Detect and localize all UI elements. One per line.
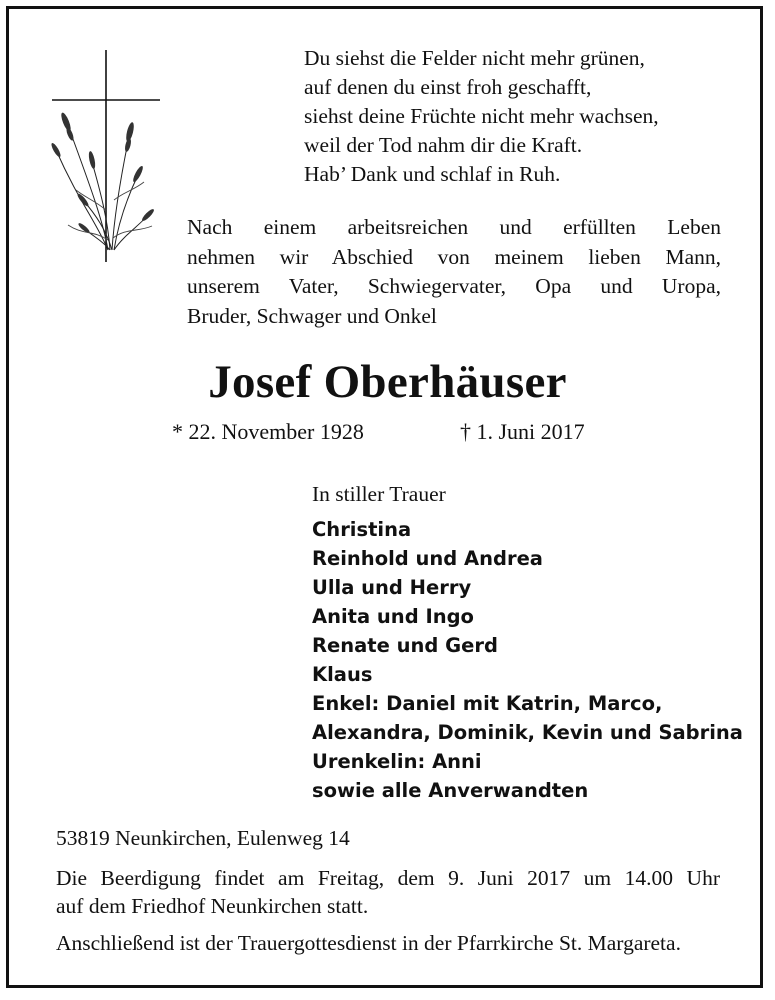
farewell-intro — [187, 213, 721, 331]
birth-date: * 22. November 1928 — [172, 419, 364, 444]
poem — [304, 44, 744, 189]
funeral-notice — [56, 864, 720, 920]
intro-line: Nach einem arbeitsreichen und erfüllten Leben — [187, 215, 721, 239]
cross-with-wheat-icon — [48, 50, 163, 265]
death-date: † 1. Juni 2017 — [460, 419, 585, 444]
mourner-entry: sowie alle Anverwandten — [312, 779, 589, 802]
intro-line: Bruder, Schwager und Onkel — [187, 303, 437, 328]
poem-line: auf denen du einst froh geschafft, — [304, 75, 592, 99]
intro-line: nehmen wir Abschied von meinem lieben Mann, — [187, 244, 721, 269]
mourner-entry: Enkel: Daniel mit Katrin, Marco, — [312, 692, 663, 715]
intro-line: unserem Vater, Schwiegervater, Opa und Uropa, — [187, 274, 721, 298]
mourner-entry: Alexandra, Dominik, Kevin und Sabrina — [312, 721, 743, 744]
mourner-entry: Christina — [312, 518, 412, 541]
poem-line: Du siehst die Felder nicht mehr grünen, — [304, 46, 645, 70]
mourner-entry: Ulla und Herry — [312, 576, 472, 599]
service-notice: Anschließend ist der Trauergottesdienst in der Pfarrkirche St. Margareta. — [56, 931, 681, 955]
mourner-entry: Reinhold und Andrea — [312, 547, 543, 570]
mourner-entry: Urenkelin: Anni — [312, 750, 482, 773]
poem-line: Hab’ Dank und schlaf in Ruh. — [304, 162, 561, 186]
poem-line: weil der Tod nahm dir die Kraft. — [304, 133, 583, 157]
funeral-line: Die Beerdigung findet am Freitag, dem 9. Juni 2017 um 14.00 Uhr — [56, 866, 720, 890]
deceased-name: Josef Oberhäuser — [208, 356, 567, 408]
address: 53819 Neunkirchen, Eulenweg 14 — [56, 826, 350, 850]
mourner-entry: Klaus — [312, 663, 373, 686]
mourning-intro: In stiller Trauer — [312, 482, 446, 506]
mourner-entry: Anita und Ingo — [312, 605, 474, 628]
poem-line: siehst deine Früchte nicht mehr wachsen, — [304, 104, 659, 128]
mourner-entry: Renate und Gerd — [312, 634, 498, 657]
funeral-line: auf dem Friedhof Neunkirchen statt. — [56, 894, 369, 918]
mourners-list — [312, 515, 743, 805]
